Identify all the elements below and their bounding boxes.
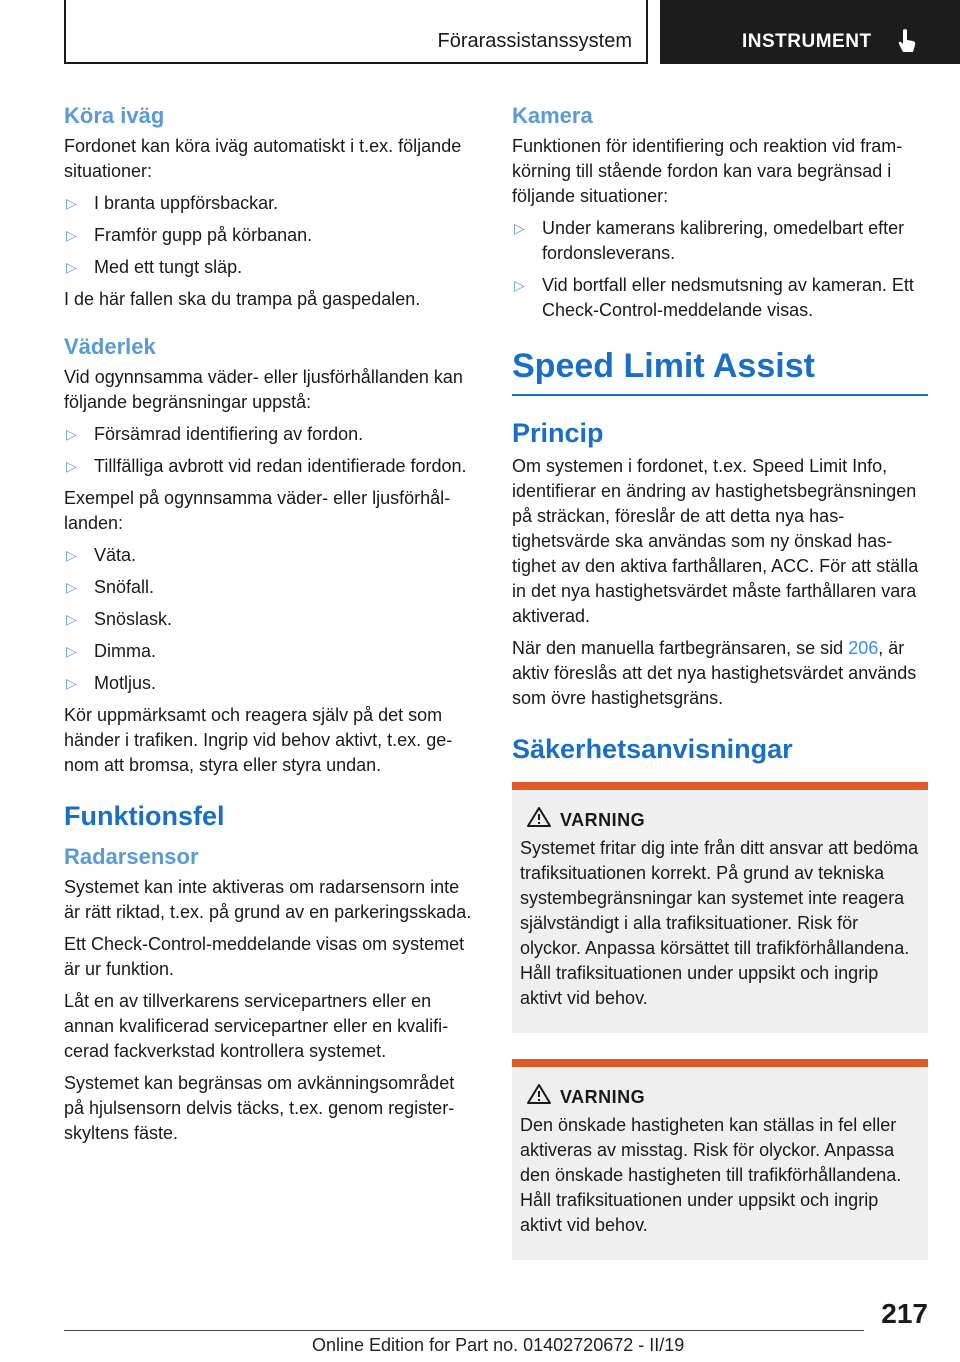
heading-kora-ivag: Köra iväg bbox=[64, 103, 165, 128]
right-column bbox=[512, 102, 928, 1260]
list-item: ▷ Väta. bbox=[64, 543, 476, 568]
warning-label: VARNING bbox=[560, 810, 646, 830]
warning-text: Den önskade hastigheten kan ställas in fel eller aktiveras av misstag. Risk för olyckor. Anpassa den önskade hastigheten till trafikförhållandena. Håll trafiksituationen under uppsikt och ingrip aktivt vid behov. bbox=[520, 1115, 902, 1235]
header-chapter-tab bbox=[660, 0, 960, 64]
bullet-triangle-icon: ▷ bbox=[66, 458, 77, 474]
list-item: ▷ Framför gupp på körbanan. bbox=[64, 223, 476, 248]
heading-princip: Princip bbox=[512, 418, 604, 448]
warning-header bbox=[520, 1083, 920, 1109]
bullet-triangle-icon: ▷ bbox=[66, 643, 77, 659]
heading-speed-limit-assist: Speed Limit Assist bbox=[512, 344, 928, 396]
kora-outro: I de här fallen ska du trampa på gaspedalen. bbox=[64, 289, 421, 309]
heading-vaderlek: Väderlek bbox=[64, 334, 156, 359]
radar-paragraph-4: Systemet kan begränsas om avkänningsområdet på hjulsensorn delvis täcks, t.ex. genom registerskyltens fäste. bbox=[64, 1073, 455, 1143]
list-item: ▷ Tillfälliga avbrott vid redan identifierade fordon. bbox=[64, 454, 476, 479]
bullet-triangle-icon: ▷ bbox=[66, 675, 77, 691]
heading-funktionsfel: Funktionsfel bbox=[64, 801, 225, 831]
list-item: ▷ Dimma. bbox=[64, 639, 476, 664]
list-item: ▷ Försämrad identifiering av fordon. bbox=[64, 422, 476, 447]
warning-box bbox=[512, 782, 928, 1033]
list-item: ▷ Snöfall. bbox=[64, 575, 476, 600]
bullet-triangle-icon: ▷ bbox=[66, 426, 77, 442]
bullet-triangle-icon: ▷ bbox=[66, 195, 77, 211]
vader-examples-intro: Exempel på ogynnsamma väder- eller ljusförhållanden: bbox=[64, 488, 451, 533]
header-section-title: Förarassistanssystem bbox=[437, 30, 632, 52]
list-item: ▷ Vid bortfall eller nedsmutsning av kameran. Ett Check-Control-meddelande visas. bbox=[514, 275, 914, 320]
heading-sakerhetsanvisningar: Säkerhetsanvisningar bbox=[512, 734, 793, 764]
warning-label: VARNING bbox=[560, 1087, 646, 1107]
bullet-triangle-icon: ▷ bbox=[514, 220, 525, 236]
header-chapter-title: INSTRUMENT bbox=[742, 31, 872, 52]
vader-intro: Vid ogynnsamma väder- eller ljusförhållanden kan följande begränsningar uppstå: bbox=[64, 367, 463, 412]
kora-intro: Fordonet kan köra iväg automatiskt i t.ex. följande situationer: bbox=[64, 136, 462, 181]
princip-paragraph-1: Om systemen i fordonet, t.ex. Speed Limit Info, identifierar en ändring av hastighetsbegränsningen på sträckan, föreslår de att detta nya hastighetsvärde ska användas som ny önskad hastighet av den aktiva farthållaren, ACC. För att ställa in det nya hastighetsvärdet måste farthållaren vara aktiverad. bbox=[512, 456, 919, 626]
heading-radarsensor: Radarsensor bbox=[64, 844, 199, 869]
bullet-triangle-icon: ▷ bbox=[66, 611, 77, 627]
bullet-triangle-icon: ▷ bbox=[66, 259, 77, 275]
warning-header bbox=[520, 806, 920, 832]
list-item: ▷ Med ett tungt släp. bbox=[64, 255, 476, 280]
warning-triangle-icon bbox=[526, 1083, 552, 1105]
list-item: ▷ Under kamerans kalibrering, omedelbart efter fordonsleverans. bbox=[514, 218, 905, 263]
warning-triangle-icon bbox=[526, 806, 552, 828]
kamera-intro: Funktionen för identifiering och reaktion vid framkörning till stående fordon kan vara begränsad i följande situationer: bbox=[512, 136, 903, 206]
header-section-box bbox=[64, 0, 648, 64]
radar-paragraph-2: Ett Check-Control-meddelande visas om systemet är ur funktion. bbox=[64, 934, 465, 979]
vader-outro: Kör uppmärksamt och reagera själv på det som händer i trafiken. Ingrip vid behov aktivt, t.ex. genom att bromsa, styra eller styra undan. bbox=[64, 705, 453, 775]
hand-pointer-icon bbox=[896, 28, 918, 54]
footer-edition: Online Edition for Part no. 01402720672 - II/19 bbox=[312, 1335, 685, 1355]
bullet-triangle-icon: ▷ bbox=[66, 227, 77, 243]
list-item: ▷ Snöslask. bbox=[64, 607, 476, 632]
footer-divider bbox=[64, 1330, 864, 1331]
warning-text: Systemet fritar dig inte från ditt ansvar att bedöma trafiksituationen korrekt. På grund av tekniska systembegränsningar kan systemet inte reagera självständigt i alla trafiksituationer. Risk för olyckor. Anpassa körsättet till trafikförhållandena. Håll trafiksituationen under uppsikt och ingrip aktivt vid behov. bbox=[520, 838, 919, 1008]
list-item: ▷ I branta uppförsbackar. bbox=[64, 191, 476, 216]
list-item: ▷ Motljus. bbox=[64, 671, 476, 696]
heading-kamera: Kamera bbox=[512, 103, 593, 128]
radar-paragraph-1: Systemet kan inte aktiveras om radarsensorn inte är rätt riktad, t.ex. på grund av en parkeringsskada. bbox=[64, 877, 472, 922]
warning-box bbox=[512, 1059, 928, 1260]
bullet-triangle-icon: ▷ bbox=[66, 547, 77, 563]
page-number: 217 bbox=[881, 1298, 928, 1329]
princip-paragraph-2: När den manuella fartbegränsaren, se sid 206, är aktiv föreslås att det nya hastighetsvärdet används som övre hastighetsgräns. bbox=[512, 638, 917, 708]
bullet-triangle-icon: ▷ bbox=[514, 277, 525, 293]
left-column bbox=[64, 102, 476, 1153]
radar-paragraph-3: Låt en av tillverkarens servicepartners eller en annan kvalificerad servicepartner eller en kvalificerad fackverkstad kontrollera systemet. bbox=[64, 991, 449, 1061]
bullet-triangle-icon: ▷ bbox=[66, 579, 77, 595]
page-reference-link[interactable]: 206 bbox=[848, 638, 879, 658]
